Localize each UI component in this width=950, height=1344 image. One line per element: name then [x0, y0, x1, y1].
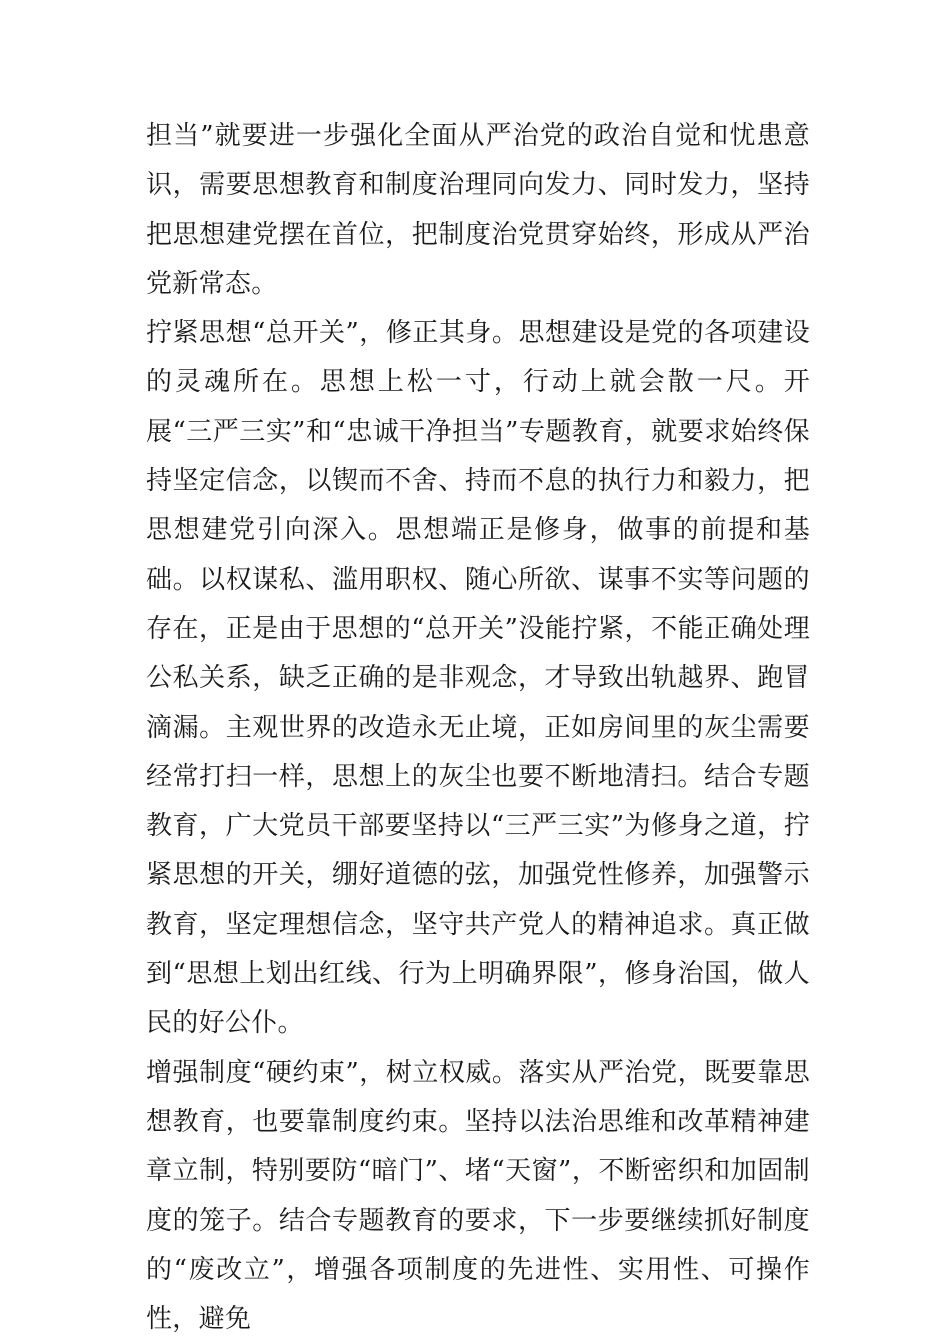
paragraph-3: 增强制度“硬约束”，树立权威。落实从严治党，既要靠思想教育，也要靠制度约束。坚持以法治思维和改革精神建章立制，特别要防“暗门”、堵“天窗”，不断密织和加固制度的笼子。结合专题教育的要求，下一步要继续抓好制度的“废改立”，增强各项制度的先进性、实用性、可操作性，避免	[146, 1057, 810, 1335]
paragraph-2: 拧紧思想“总开关”，修正其身。思想建设是党的各项建设的灵魂所在。思想上松一寸，行动上就会散一尺。开展“三严三实”和“忠诚干净担当”专题教育，就要求始终保持坚定信念，以锲而不舍、持而不息的执行力和毅力，把思想建党引向深入。思想端正是修身，做事的前提和基础。以权谋私、滥用职权、随心所欲、谋事不实等问题的存在，正是由于思想的“总开关”没能拧紧，不能正确处理公私关系，缺乏正确的是非观念，才导致出轨越界、跑冒滴漏。主观世界的改造永无止境，正如房间里的灰尘需要经常打扫一样，思想上的灰尘也要不断地清扫。结合专题教育，广大党员干部要坚持以“三严三实”为修身之道，拧紧思想的开关，绷好道德的弦，加强党性修养，加强警示教育，坚定理想信念，坚守共产党人的精神追求。真正做到“思想上划出红线、行为上明确界限”，修身治国，做人民的好公仆。	[146, 318, 810, 1039]
paragraph-1: 担当”就要进一步强化全面从严治党的政治自觉和忧患意识，需要思想教育和制度治理同向发力、同时发力，坚持把思想建党摆在首位，把制度治党贯穿始终，形成从严治党新常态。	[146, 121, 810, 299]
document-body	[146, 112, 810, 1344]
